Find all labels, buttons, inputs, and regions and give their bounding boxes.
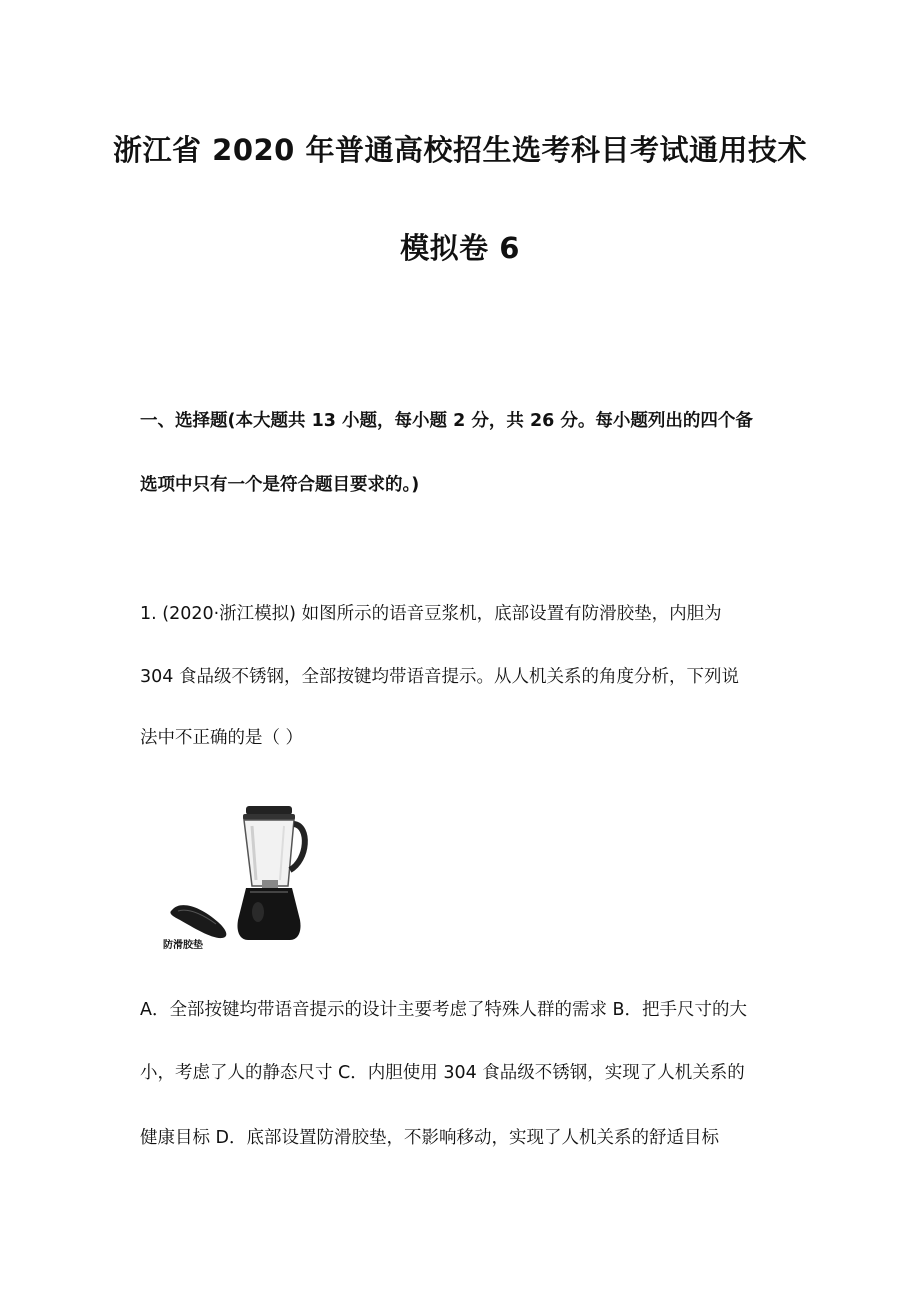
figure-label: 防滑胶垫: [163, 940, 203, 951]
question-1-line-3: 法中不正确的是（ ）: [140, 728, 304, 748]
options-line-3: 健康目标 D．底部设置防滑胶垫，不影响移动，实现了人机关系的舒适目标: [140, 1128, 720, 1148]
soymilk-maker-illustration: [160, 800, 320, 955]
options-line-1: A．全部按键均带语音提示的设计主要考虑了特殊人群的需求 B．把手尺寸的大: [140, 1000, 748, 1020]
section-heading-line-2: 选项中只有一个是符合题目要求的。): [140, 475, 420, 495]
soymilk-maker-figure: [160, 800, 320, 955]
document-title-line-1: 浙江省 2020 年普通高校招生选考科目考试通用技术: [113, 133, 807, 167]
section-heading-line-1: 一、选择题(本大题共 13 小题，每小题 2 分，共 26 分。每小题列出的四个备: [140, 411, 753, 431]
blender-base: [237, 888, 300, 940]
blender-lid: [246, 806, 292, 815]
document-title-line-2: 模拟卷 6: [400, 231, 520, 265]
question-1-line-2: 304 食品级不锈钢，全部按键均带语音提示。从人机关系的角度分析，下列说: [140, 667, 739, 687]
question-1-line-1: 1. (2020·浙江模拟) 如图所示的语音豆浆机，底部设置有防滑胶垫，内胆为: [140, 604, 722, 624]
options-line-2: 小，考虑了人的静态尺寸 C．内胆使用 304 食品级不锈钢，实现了人机关系的: [140, 1063, 745, 1083]
anti-slip-pad-shape: [170, 905, 226, 938]
